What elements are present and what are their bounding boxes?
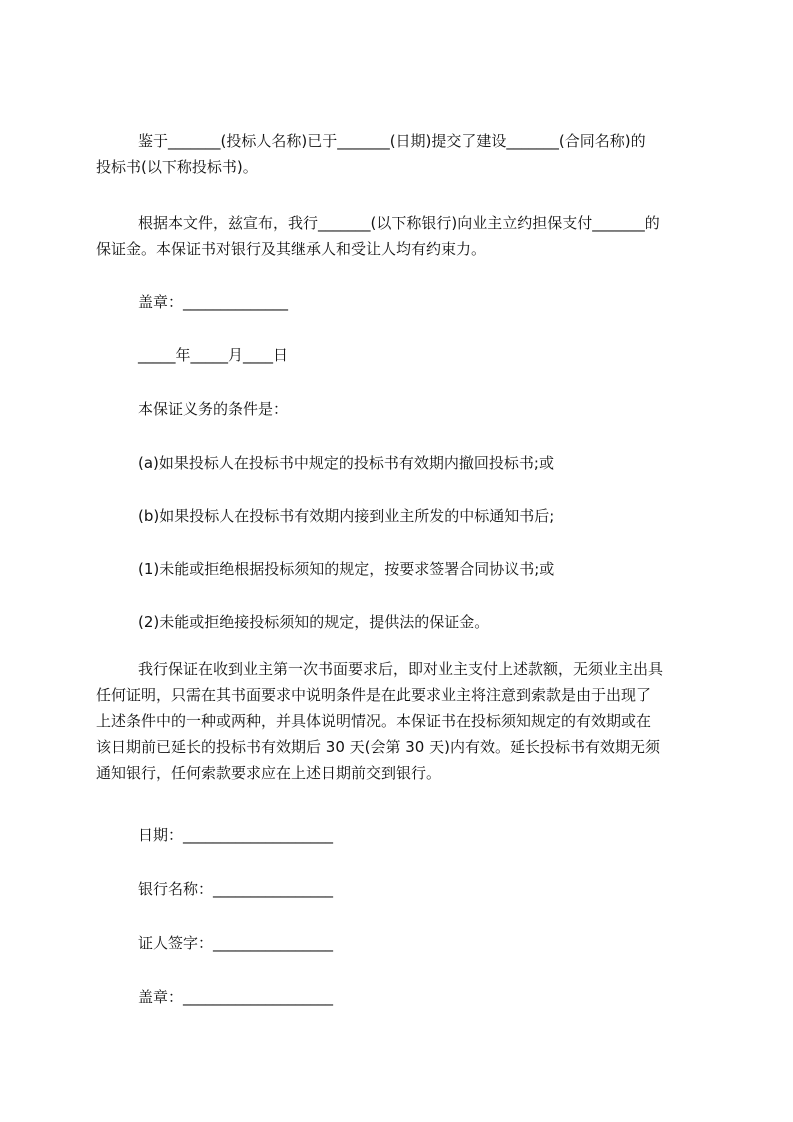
paragraph-line: 上述条件中的一种或两种，并具体说明情况。本保证书在投标须知规定的有效期或在 [96,712,652,730]
paragraph-line: 鉴于_______(投标人名称)已于_______(日期)提交了建设_______(合同名称)的 [138,132,646,150]
paragraph-line: 我行保证在收到业主第一次书面要求后，即对业主支付上述款额，无须业主出具 [138,660,664,678]
condition-1: (1)未能或拒绝根据投标须知的规定，按要求签署合同协议书;或 [138,560,555,578]
seal-line-top: 盖章：______________ [138,293,289,311]
date-line: _____年_____月____日 [138,346,289,364]
paragraph-payment-guarantee [96,656,706,786]
condition-b: (b)如果投标人在投标书有效期内接到业主所发的中标通知书后; [138,507,555,525]
condition-a: (a)如果投标人在投标书中规定的投标书有效期内撤回投标书;或 [138,454,554,472]
condition-2: (2)未能或拒绝接投标须知的规定，提供法的保证金。 [138,613,490,631]
paragraph-line: 保证金。本保证书对银行及其继承人和受让人均有约束力。 [96,240,487,258]
paragraph-line: 该日期前已延长的投标书有效期后 30 天(会第 30 天)内有效。延长投标书有效期无须 [96,738,660,756]
paragraph-guarantee-declaration [96,210,706,262]
witness-signature-field: 证人签字：________________ [138,934,334,952]
bank-name-field: 银行名称：________________ [138,880,334,898]
seal-line-bottom: 盖章：____________________ [138,988,334,1006]
paragraph-line: 投标书(以下称投标书)。 [96,158,258,176]
paragraph-line: 根据本文件，兹宣布，我行_______(以下称银行)向业主立约担保支付_______的 [138,214,660,232]
paragraph-line: 任何证明，只需在其书面要求中说明条件是在此要求业主将注意到索款是由于出现了 [96,686,652,704]
date-field: 日期：____________________ [138,826,334,844]
paragraph-bid-submission [96,128,706,180]
conditions-title: 本保证义务的条件是： [138,400,289,418]
paragraph-line: 通知银行，任何索款要求应在上述日期前交到银行。 [96,764,442,782]
